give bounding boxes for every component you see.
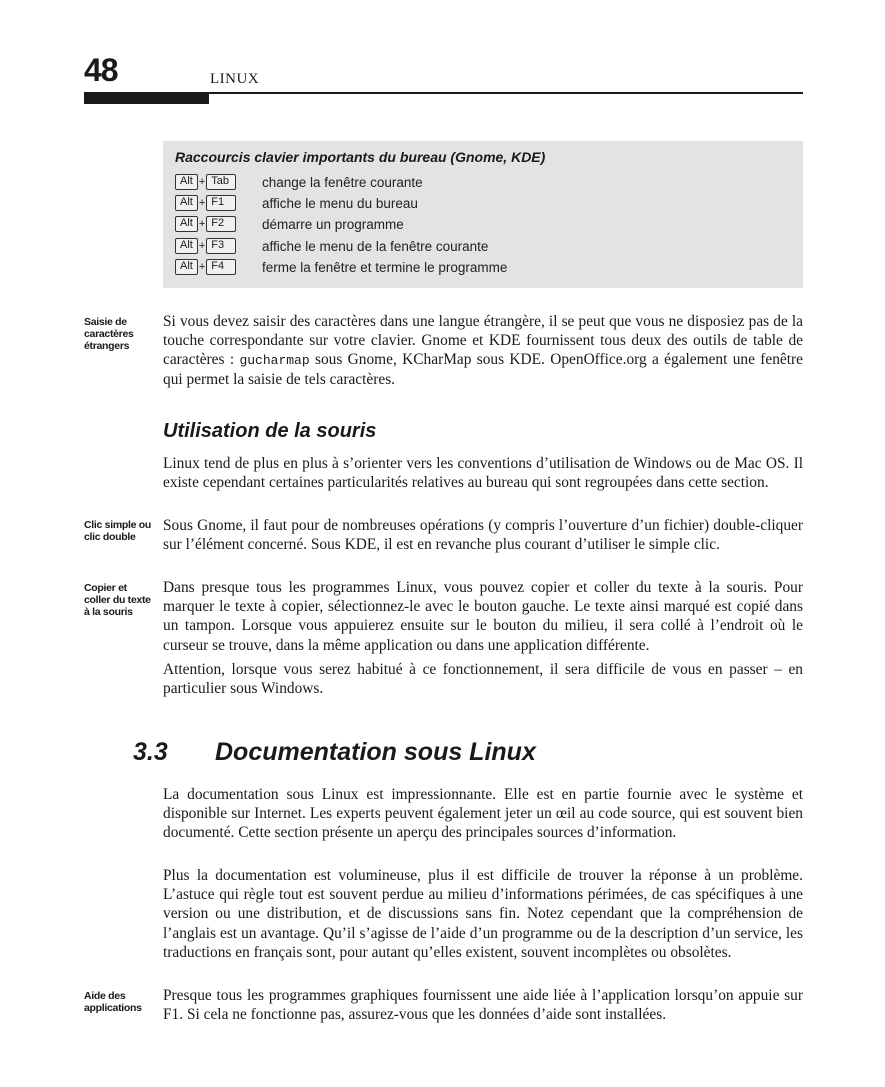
section-number: 3.3: [133, 738, 168, 766]
shortcuts-box: [163, 141, 803, 288]
shortcut-row: [175, 214, 404, 234]
f1-key: F1: [206, 195, 236, 211]
paragraph-copy-paste: Dans presque tous les programmes Linux, vous pouvez copier et coller du texte à la souris. Pour marquer le texte à copier, sélectionnez-le avec le bouton gauche. Le texte ainsi marqué est copié dans un tampon. Lorsque vous appuierez ensuite sur le bouton du milieu, il sera collé à l’endroit où le curseur se trouve, dans la même application ou dans une application différente.: [163, 579, 803, 654]
paragraph-intro-mouse: Linux tend de plus en plus à s’orienter vers les conventions d’utilisation de Windows ou de Mac OS. Il existe cependant certaines particularités relatives au bureau qui sont regroupées dans cette section.: [163, 455, 803, 492]
code-gucharmap: gucharmap: [239, 353, 310, 369]
plus-sign: +: [198, 218, 206, 230]
margin-note-app-help: Aide des applications: [84, 990, 142, 1014]
shortcut-description: affiche le menu de la fenêtre courante: [262, 238, 489, 254]
alt-key: Alt: [175, 174, 198, 190]
header-rule-accent: [84, 94, 209, 104]
plus-sign: +: [198, 240, 206, 252]
key-combo: [175, 195, 262, 211]
margin-note-copy-paste: Copier et coller du texte à la souris: [84, 582, 151, 618]
shortcut-description: affiche le menu du bureau: [262, 195, 418, 211]
f3-key: F3: [206, 238, 236, 254]
alt-key: Alt: [175, 259, 198, 275]
running-head: LINUX: [210, 71, 260, 87]
f4-key: F4: [206, 259, 236, 275]
shortcut-row: [175, 257, 507, 277]
alt-key: Alt: [175, 216, 198, 232]
plus-sign: +: [198, 176, 206, 188]
shortcut-description: change la fenêtre courante: [262, 174, 423, 190]
key-combo: [175, 216, 262, 232]
paragraph-click: Sous Gnome, il faut pour de nombreuses opérations (y compris l’ouverture d’un fichier) double-cliquer sur l’élément concerné. Sous KDE, il est en revanche plus courant d’utiliser le simple clic.: [163, 517, 803, 554]
shortcut-row: [175, 172, 423, 192]
shortcut-row: [175, 193, 418, 213]
f2-key: F2: [206, 216, 236, 232]
paragraph-app-help: Presque tous les programmes graphiques fournissent une aide liée à l’application lorsqu’on appuie sur F1. Si cela ne fonctionne pas, assurez-vous que les données d’aide sont installées.: [163, 987, 803, 1024]
paragraph-text: sous Gnome, KCharMap sous KDE. OpenOffice.org a également une fenêtre qui permet la saisie de tels caractères.: [163, 351, 803, 388]
key-combo: [175, 238, 262, 254]
plus-sign: +: [198, 261, 206, 273]
shortcuts-box-title: Raccourcis clavier importants du bureau (Gnome, KDE): [175, 149, 546, 165]
shortcut-row: [175, 236, 488, 256]
plus-sign: +: [198, 197, 206, 209]
alt-key: Alt: [175, 195, 198, 211]
key-combo: [175, 174, 262, 190]
subsection-title: Utilisation de la souris: [163, 420, 377, 442]
paragraph-foreign-chars: [163, 312, 803, 389]
margin-note-click: Clic simple ou clic double: [84, 519, 151, 543]
shortcut-description: ferme la fenêtre et termine le programme: [262, 259, 508, 275]
margin-note-foreign-chars: Saisie de caractères étrangers: [84, 316, 134, 352]
paragraph-warning: Attention, lorsque vous serez habitué à ce fonctionnement, il sera difficile de vous en passer – en particulier sous Windows.: [163, 661, 803, 698]
paragraph-doc-intro: La documentation sous Linux est impressionnante. Elle est en partie fournie avec le système et disponible sur Internet. Les experts peuvent également jeter un œil au code source, qui est souvent bien documenté. Cette section présente un aperçu des principales sources d’information.: [163, 786, 803, 842]
section-title: Documentation sous Linux: [215, 738, 536, 766]
tab-key: Tab: [206, 174, 236, 190]
alt-key: Alt: [175, 238, 198, 254]
paragraph-text: Si vous devez saisir des caractères dans une langue étrangère, il se peut que vous ne disposiez pas de la touche correspondante sur votre clavier. Gnome et KDE fournissent tous deux des outils de table de caractères :: [163, 313, 803, 369]
page-number: 48: [84, 52, 118, 88]
shortcut-description: démarre un programme: [262, 216, 404, 232]
paragraph-doc-volume: Plus la documentation est volumineuse, plus il est difficile de trouver la réponse à un problème. L’astuce qui règle tout est souvent perdue au milieu d’informations périmées, de cas spécifiques à une version ou une distribution, et de discussions sans fin. Notez cependant que la compréhension de l’anglais est un avantage. Qu’il s’agisse de l’aide d’un programme ou de la description d’un service, les traductions en français sont, pour autant qu’elles existent, souvent incomplètes ou obsolètes.: [163, 867, 803, 961]
key-combo: [175, 259, 262, 275]
